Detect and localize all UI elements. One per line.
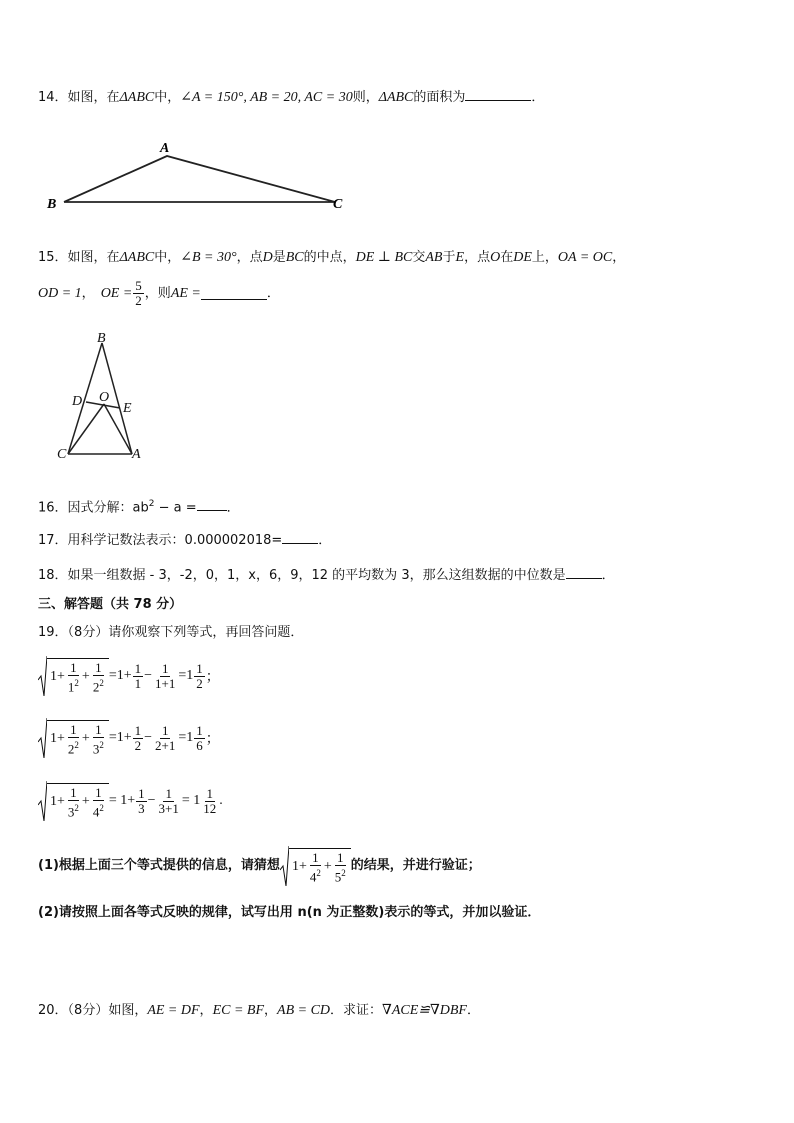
q15-point-o: O — [490, 250, 501, 265]
q19-p1-b-den — [308, 866, 323, 884]
radical-icon — [38, 718, 47, 758]
q19-eq2-r2d: 2 — [134, 737, 142, 753]
q16-sup: 2 — [148, 499, 155, 509]
q20-ae-df: AE = DF — [147, 1003, 200, 1018]
q19-eq2-frac-3 — [153, 724, 177, 753]
q19-p1-c-den-base: 5 — [334, 869, 342, 885]
q19-eq3-fn: 1 — [206, 785, 214, 801]
q19-eq1-r3n: 1 — [161, 660, 169, 676]
q16-end: ． — [226, 500, 240, 516]
q14-text-3: 则， — [352, 90, 379, 105]
q14-conditions: ∠A = 150°, AB = 20, AC = 30 — [180, 90, 353, 105]
q19-eq3-frac-4 — [201, 787, 218, 816]
q15-segment-ab: AB — [425, 250, 443, 265]
q19-eq3-r2n: 1 — [138, 785, 145, 801]
q19-eq2-frac-4 — [194, 724, 205, 753]
q15-triangle: ΔABC — [119, 250, 155, 265]
q15-text-5: 的中点， — [303, 250, 356, 265]
q15-text-1: 如图，在 — [67, 250, 120, 265]
q19-eq3-minus: − — [147, 793, 156, 808]
q19-p1-c-num: 1 — [337, 849, 344, 865]
q19-eq2-r3n: 1 — [161, 722, 169, 738]
q19-eq1-fn: 1 — [196, 660, 203, 676]
q15-oe-num: 5 — [135, 278, 142, 293]
q19-eq2-r1: =1+ — [108, 730, 132, 745]
q14-triangle-2: ΔABC — [378, 90, 414, 105]
q19-eq2-one: 1 — [50, 731, 57, 747]
q19-eq1-eqs: =1 — [178, 668, 194, 683]
question-20 — [38, 1002, 480, 1020]
q17-end: ． — [318, 533, 332, 548]
q19-eq2-b-den-sup: 2 — [74, 739, 79, 750]
q14-number: 14． — [38, 90, 68, 105]
q19-eq2-minus: − — [144, 730, 153, 745]
q15-label-o: O — [99, 390, 110, 405]
q20-prove-label: ．求证： — [330, 1003, 383, 1018]
q19-p1-c-den-sup: 2 — [341, 867, 346, 878]
q20-comma-2: ， — [264, 1003, 278, 1018]
q14-triangle: ΔABC — [119, 90, 155, 105]
q15-triangle-figure — [56, 326, 156, 468]
q16-text: 16．因式分解： — [38, 500, 133, 516]
q19-part-1 — [38, 846, 481, 886]
q19-eq1-fd: 2 — [196, 675, 203, 691]
q19-equation-3 — [38, 781, 223, 821]
q15-number: 15． — [38, 250, 68, 265]
q15-label-d: D — [72, 394, 83, 409]
q15-perpendicular: DE ⊥ BC — [355, 250, 413, 265]
q19-eq1-one: 1 — [50, 669, 57, 685]
q17-text: 17．用科学记数法表示：0.000002018= — [38, 533, 283, 548]
q19-eq1-c-den-base: 2 — [92, 679, 100, 695]
q20-congruence: ∇ACE≌∇DBF — [382, 1003, 467, 1018]
q15-answer-blank[interactable] — [201, 287, 267, 300]
q19-eq2-c-den-sup: 2 — [99, 739, 104, 750]
q19-eq3-b-den-sup: 2 — [74, 802, 79, 813]
q18-end: ． — [601, 568, 615, 583]
question-15-line-2 — [38, 279, 280, 308]
q19-eq2-c-den — [91, 738, 106, 756]
q18-text: 18．如果一组数据 - 3，-2，0，1，x，6，9，12 的平均数为 3，那么这组数据的中位数是 — [38, 568, 566, 583]
q19-p1-b-num: 1 — [312, 849, 319, 865]
q19-part-1-text-a: (1)根据上面三个等式提供的信息，请猜想 — [38, 858, 280, 873]
q19-p1-frac-c — [333, 851, 348, 884]
q19-eq1-r2n: 1 — [134, 660, 142, 676]
q19-eq3-c-den — [91, 801, 106, 819]
question-14 — [38, 88, 544, 107]
q15-text-8: ，点 — [464, 250, 491, 265]
q19-eq1-b-num: 1 — [70, 659, 77, 675]
q19-eq3-b-den — [66, 801, 81, 819]
q19-eq3-b-num: 1 — [70, 784, 77, 800]
q15-text-2: 中， — [154, 250, 181, 265]
q19-eq3-frac-2 — [136, 787, 147, 816]
q14-text-4: 的面积为 — [413, 90, 466, 105]
q19-eq3-sqrt: 1 + $\frac{1}{3^2}$ + $\frac{1}{4^2}$ — [38, 781, 109, 821]
section-3-title: 三、解答题（共 78 分） — [38, 597, 183, 612]
question-15-line-1 — [38, 249, 625, 267]
q19-p1-c-den — [333, 866, 348, 884]
q15-point-e: E — [455, 250, 465, 265]
q15-text-3: ，点 — [236, 250, 263, 265]
q19-eq1-c-den — [91, 676, 106, 694]
q15-oe-den: 2 — [135, 293, 142, 308]
q15-text-11: ， — [81, 285, 95, 301]
q16-expr-b: − a = — [154, 500, 197, 516]
q19-eq1-sqrt: 1 + $\frac{1}{1^2}$ + $\frac{1}{2^2}$ — [38, 656, 109, 696]
q19-eq2-frac-2 — [133, 724, 144, 753]
q18-answer-blank[interactable] — [566, 566, 602, 579]
q14-answer-blank[interactable] — [465, 88, 531, 101]
q20-ec-bf: EC = BF — [212, 1003, 265, 1018]
question-18 — [38, 566, 615, 585]
q19-eq3-r1: = 1+ — [108, 793, 136, 808]
q19-p1-one: 1 — [291, 859, 299, 875]
question-16 — [38, 495, 240, 517]
q20-ab-cd: AB = CD — [277, 1003, 331, 1018]
q19-eq3-frac-b — [66, 786, 81, 819]
q15-text-12: ，则 — [144, 285, 171, 301]
q19-eq2-b-den — [66, 738, 81, 756]
q19-eq1-r3d: 1+1 — [155, 675, 176, 691]
q15-text-4: 是 — [272, 250, 286, 265]
q15-angle: ∠B = 30° — [180, 250, 237, 265]
q19-eq2-b-den-base: 2 — [67, 741, 75, 757]
q15-segment-bc: BC — [285, 250, 304, 265]
q19-eq1-b-den-sup: 2 — [74, 677, 79, 688]
q19-eq3-r2d: 3 — [138, 800, 145, 816]
q19-eq3-r3d: 3+1 — [158, 800, 179, 816]
q19-eq3-c-den-base: 4 — [92, 804, 100, 820]
q19-equation-1 — [38, 656, 220, 696]
q19-eq2-c-num: 1 — [95, 721, 102, 737]
q19-eq2-r3d: 2+1 — [155, 737, 176, 753]
question-17 — [38, 531, 331, 550]
q19-eq3-tail: . — [219, 793, 223, 808]
q15-ae: AE = — [170, 285, 201, 301]
q14-end: ． — [531, 90, 545, 105]
radical-icon — [38, 656, 47, 696]
q15-text-9: 在 — [500, 250, 514, 265]
q15-oa-oc: OA = OC — [557, 250, 613, 265]
q14-triangle-figure — [40, 135, 360, 215]
q15-end: ． — [266, 285, 280, 301]
q19-p1-b-den-sup: 2 — [316, 867, 321, 878]
q19-part-1-text-b: 的结果，并进行验证； — [350, 858, 481, 873]
radical-icon — [280, 846, 289, 886]
q19-p1-b-den-base: 4 — [309, 869, 317, 885]
q14-label-c: C — [333, 197, 343, 212]
q19-eq3-b-den-base: 3 — [67, 804, 75, 820]
q19-eq1-frac-2 — [133, 662, 144, 691]
q20-end: ． — [466, 1003, 480, 1018]
q14-triangle-lines — [64, 156, 335, 202]
q19-eq2-tail: ； — [205, 732, 220, 747]
radical-icon — [38, 781, 47, 821]
q16-expr-a: ab — [132, 500, 149, 516]
q19-eq1-frac-b — [66, 661, 81, 694]
q19-equation-2 — [38, 718, 220, 758]
q15-label-c: C — [57, 447, 67, 462]
q19-eq3-r3n: 1 — [165, 785, 172, 801]
q19-eq2-eqs: =1 — [178, 730, 194, 745]
q20-comma-1: ， — [199, 1003, 213, 1018]
q19-eq2-frac-b — [66, 723, 81, 756]
q19-eq1-b-den-base: 1 — [67, 679, 75, 695]
q19-eq2-b-num: 1 — [70, 721, 77, 737]
q19-eq1-frac-c — [91, 661, 106, 694]
q19-eq3-frac-c — [91, 786, 106, 819]
q19-eq1-c-num: 1 — [95, 659, 102, 675]
q15-text-10: 上， — [531, 250, 558, 265]
q15-od: OD = 1 — [38, 285, 82, 301]
q15-text-7: 于 — [442, 250, 456, 265]
q19-part-2: (2)请按照上面各等式反映的规律，试写出用 n(n 为正整数)表示的等式，并加以验证． — [38, 905, 541, 920]
q15-label-a: A — [132, 447, 141, 462]
q14-label-a: A — [160, 141, 170, 156]
q19-eq1-b-den — [66, 676, 81, 694]
q19-eq2-c-den-base: 3 — [92, 741, 100, 757]
q19-intro: 19．（8分）请你观察下列等式，再回答问题． — [38, 625, 304, 640]
q19-p1-plus-2: + — [323, 859, 332, 875]
q15-oe-fraction — [133, 279, 144, 308]
q19-eq1-minus: − — [144, 668, 153, 683]
q19-eq1-tail: ； — [205, 670, 220, 685]
q14-text-2: 中， — [154, 90, 181, 105]
q20-text-a: 20．（8分）如图， — [38, 1003, 148, 1018]
q14-label-b: B — [47, 197, 57, 212]
q14-text-1: 如图，在 — [67, 90, 120, 105]
q19-eq3-c-num: 1 — [95, 784, 102, 800]
q19-eq1-r2d: 1 — [134, 675, 142, 691]
q19-eq3-one: 1 — [50, 794, 57, 810]
q16-answer-blank[interactable] — [197, 498, 227, 511]
q15-point-d: D — [262, 250, 273, 265]
q19-eq1-c-den-sup: 2 — [99, 677, 104, 688]
q19-p1-plus: + — [298, 859, 307, 875]
q19-part-1-sqrt — [280, 846, 351, 886]
q19-p1-frac-b — [308, 851, 323, 884]
q19-eq3-fd: 12 — [203, 800, 217, 816]
q19-eq2-frac-c — [91, 723, 106, 756]
q17-answer-blank[interactable] — [282, 531, 318, 544]
q15-segment-de: DE — [513, 250, 532, 265]
q19-eq2-fn: 1 — [196, 722, 203, 738]
q19-eq3-eqs: = 1 — [181, 793, 201, 808]
q19-eq2-fd: 6 — [196, 737, 203, 753]
q19-eq1-frac-3 — [153, 662, 177, 691]
q19-eq1-r1: =1+ — [108, 668, 132, 683]
q15-comma: ， — [612, 250, 626, 265]
q19-eq2-sqrt: 1 + $\frac{1}{2^2}$ + $\frac{1}{3^2}$ — [38, 718, 109, 758]
q19-eq1-frac-4 — [194, 662, 205, 691]
q15-label-e: E — [123, 401, 132, 416]
q19-eq3-frac-3 — [157, 787, 181, 816]
q19-eq2-r2n: 1 — [134, 722, 142, 738]
q15-oe: OE = — [100, 285, 133, 301]
q15-label-b: B — [97, 331, 106, 346]
q15-text-6: 交 — [412, 250, 426, 265]
q19-eq3-c-den-sup: 2 — [99, 802, 104, 813]
